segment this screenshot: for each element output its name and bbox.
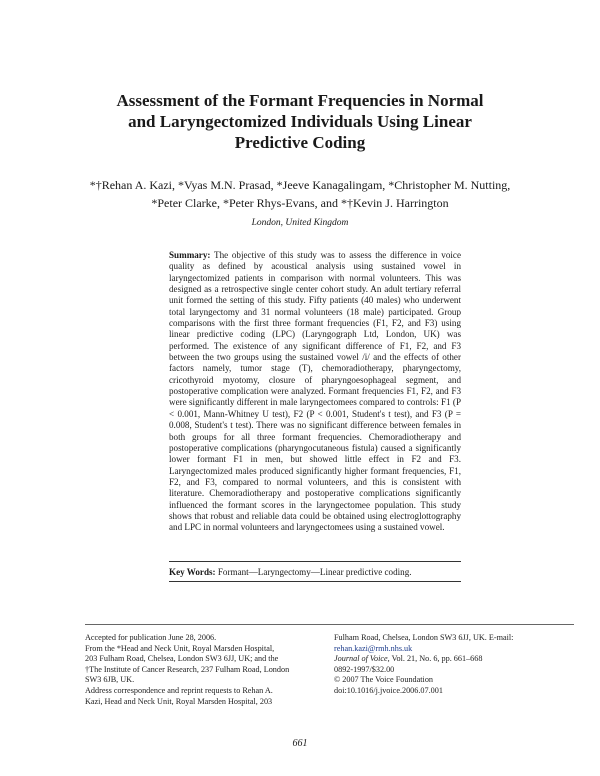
keywords bbox=[169, 567, 469, 577]
title-line-3: Predictive Coding bbox=[234, 133, 366, 152]
page-number: 661 bbox=[292, 738, 308, 749]
keywords-rule-top bbox=[169, 561, 461, 562]
copyright: © 2007 The Voice Foundation bbox=[334, 675, 434, 685]
authors-line-2: *Peter Clarke, *Peter Rhys-Evans, and *†Kevin J. Harrington bbox=[151, 196, 449, 210]
title-line-1: Assessment of the Formant Frequencies in Normal bbox=[116, 91, 484, 110]
fn-line-6: Address correspondence and reprint requests to Rehan A. bbox=[85, 685, 273, 695]
footnote-right bbox=[334, 633, 574, 697]
abstract bbox=[169, 250, 461, 534]
fn-line-4: †The Institute of Cancer Research, 237 Fulham Road, London bbox=[85, 664, 290, 674]
article-title bbox=[60, 90, 540, 153]
footnote-divider bbox=[85, 624, 574, 625]
keywords-text: Formant—Laryngectomy—Linear predictive coding. bbox=[217, 567, 412, 577]
fn-line-7: Kazi, Head and Neck Unit, Royal Marsden Hospital, 203 bbox=[85, 696, 273, 706]
abstract-text: The objective of this study was to assess the difference in voice quality as defined by acoustical analysis using sustained vowel in laryngectomized patients in comparison with normal volunteers. This was designed as a retrospective single center cohort study. An adult tertiary referral unit formed the setting of this study. Fifty patients (40 males) who underwent total laryngectomy and 31 normal volunteers (18 male) participated. Group comparisons with the first three formant frequencies (F1, F2, and F3) using linear predictive coding (LPC) (Laryngograph Ltd, London, UK) was performed. The existence of any significant difference of F1, F2, and F3 between the two groups using the sustained vowel /i/ and the effects of other factors namely, tumor stage (T), chemoradiotherapy, pharyngectomy, cricothyroid myotomy, closure of pharyngoesophageal segment, and postoperative complication were analyzed. Formant frequencies F1, F2, and F3 were significantly different in male laryngectomees compared to controls: F1 (P < 0.001, Mann-Whitney U test), F2 (P < 0.001, Student's t test), and F3 (P = 0.008, Student's t test). There was no significant difference between females in both groups for all three formant frequencies. Chemoradiotherapy and postoperative complications (pharyngocutaneous fistula) caused a significantly lower formant F1 in men, but showed little effect in F2 and F3. Laryngectomized males produced significantly higher formant frequencies, F1, F2, and F3, compared to normal volunteers, and this is consistent with literature. Chemoradiotherapy and postoperative complications significantly influenced the formant scores in the laryngectomee population. This study shows that robust and reliable data could be obtained using electroglottography and LPC in normal volunteers and laryngectomees using a sustained vowel. bbox=[169, 250, 462, 533]
affiliation: London, United Kingdom bbox=[251, 218, 349, 228]
fn-accepted: Accepted for publication June 28, 2006. bbox=[85, 633, 217, 642]
author-list bbox=[40, 176, 560, 212]
footnote-left bbox=[85, 633, 315, 707]
fn-line-3: 203 Fulham Road, Chelsea, London SW3 6JJ, UK; and the bbox=[85, 654, 279, 664]
doi: doi:10.1016/j.jvoice.2006.07.001 bbox=[334, 685, 443, 695]
journal-citation bbox=[334, 654, 574, 665]
fn-line-5: SW3 6JB, UK. bbox=[85, 675, 135, 685]
abstract-label: Summary: bbox=[169, 250, 211, 260]
journal-volume: Vol. 21, No. 6, pp. 661–668 bbox=[391, 654, 483, 664]
authors-line-1: *†Rehan A. Kazi, *Vyas M.N. Prasad, *Jeeve Kanagalingam, *Christopher M. Nutting, bbox=[89, 178, 511, 192]
title-line-2: and Laryngectomized Individuals Using Linear bbox=[128, 112, 472, 131]
fn-address-end: Fulham Road, Chelsea, London SW3 6JJ, UK. E-mail: bbox=[334, 633, 514, 642]
issn: 0892-1997/$32.00 bbox=[334, 664, 395, 674]
fn-line-2: From the *Head and Neck Unit, Royal Marsden Hospital, bbox=[85, 643, 275, 653]
journal-name: Journal of Voice, bbox=[334, 654, 390, 664]
keywords-label: Key Words: bbox=[169, 567, 216, 577]
keywords-rule-bottom bbox=[169, 581, 461, 582]
email-link[interactable]: rehan.kazi@rmh.nhs.uk bbox=[334, 643, 413, 653]
